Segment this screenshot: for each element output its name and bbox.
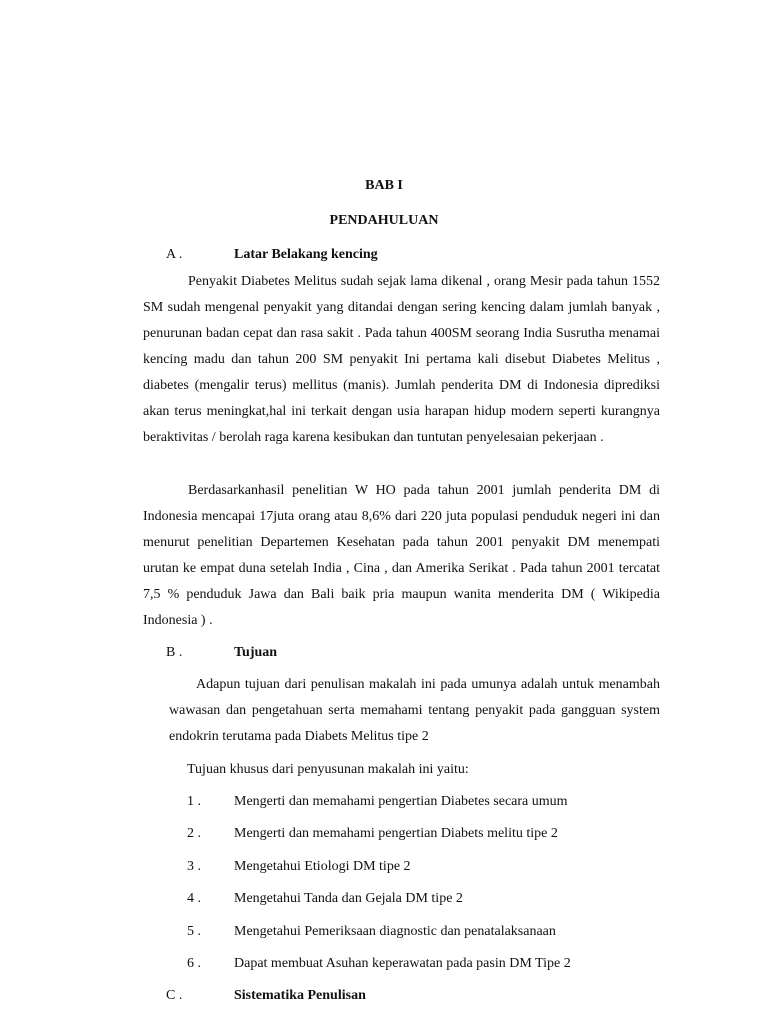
objective-text: Mengetahui Pemeriksaan diagnostic dan penatalaksanaan	[234, 923, 556, 939]
chapter-label: BAB I	[365, 178, 403, 193]
section-b-letter: B .	[166, 645, 183, 660]
section-c-title: Sistematika Penulisan	[234, 988, 366, 1003]
objective-text: Mengerti dan memahami pengertian Diabets melitu tipe 2	[234, 826, 558, 842]
objective-number: 3 .	[187, 858, 201, 874]
section-a-title: Latar Belakang kencing	[234, 247, 378, 262]
section-b-paragraph: Adapun tujuan dari penulisan makalah ini pada umunya adalah untuk menambah wawasan dan pengetahuan serta memahami tentang penyakit pada gangguan system endokrin terutama pada Diabets Melitus tipe 2	[169, 677, 660, 744]
section-b-heading	[166, 645, 566, 665]
chapter-title: PENDAHULUAN	[329, 213, 439, 228]
objective-text: Dapat membuat Asuhan keperawatan pada pasin DM Tipe 2	[234, 956, 571, 971]
objective-number: 4 .	[187, 891, 201, 907]
section-a-heading	[166, 247, 566, 267]
objective-number: 1 .	[187, 794, 201, 809]
section-c-heading	[166, 988, 566, 1008]
section-b-title: Tujuan	[234, 645, 278, 660]
objective-number: 5 .	[187, 923, 201, 939]
objective-number: 6 .	[187, 956, 201, 971]
objective-number: 2 .	[187, 826, 201, 842]
section-c-letter: C .	[166, 988, 183, 1003]
objectives-intro: Tujuan khusus dari penyusunan makalah ini yaitu:	[187, 762, 469, 777]
objective-text: Mengerti dan memahami pengertian Diabetes secara umum	[234, 794, 568, 809]
section-a-letter: A .	[166, 247, 183, 262]
objective-text: Mengetahui Tanda dan Gejala DM tipe 2	[234, 891, 463, 907]
objective-text: Mengetahui Etiologi DM tipe 2	[234, 858, 411, 874]
section-a-paragraph-1: Penyakit Diabetes Melitus sudah sejak lama dikenal , orang Mesir pada tahun 1552 SM sudah mengenal penyakit yang ditandai dengan sering kencing dalam jumlah banyak , penurunan badan cepat dan rasa sakit . Pada tahun 400SM seorang India Susrutha menamai kencing madu dan tahun 200 SM penyakit Ini pertama kali disebut Diabetes Melitus , diabetes (mengalir terus) mellitus (manis). Jumlah penderita DM di Indonesia diprediksi akan terus meningkat,hal ini terkait dengan usia harapan hidup modern seperti kurangnya beraktivitas / berolah raga karena kesibukan dan tuntutan penyelesaian pekerjaan .	[143, 274, 660, 445]
section-a-paragraph-2: Berdasarkanhasil penelitian W HO pada tahun 2001 jumlah penderita DM di Indonesia mencapai 17juta orang atau 8,6% dari 220 juta populasi penduduk negeri ini dan menurut penelitian Departemen Kesehatan pada tahun 2001 penyakit DM menempati urutan ke empat duna setelah India , Cina , dan Amerika Serikat . Pada tahun 2001 tercatat 7,5 % penduduk Jawa dan Bali baik pria maupun wanita menderita DM ( Wikipedia Indonesia ) .	[143, 483, 660, 628]
